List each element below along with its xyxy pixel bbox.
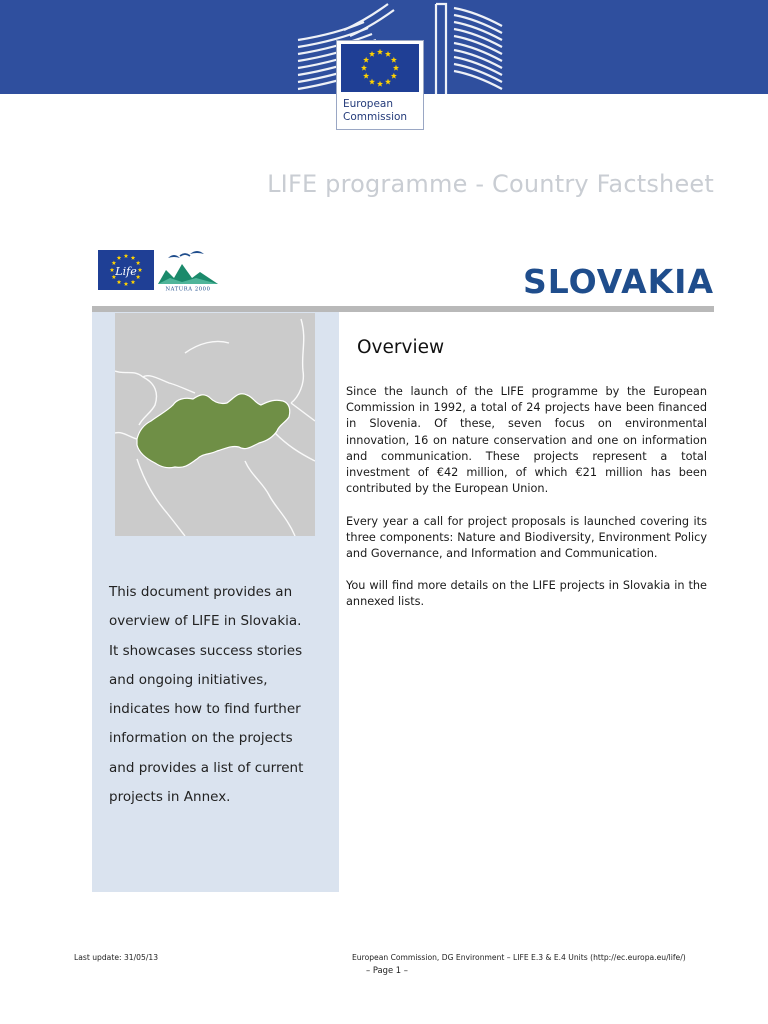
slovakia-map-graphic — [115, 313, 315, 536]
sidebar-line: indicates how to find further — [109, 701, 301, 718]
sidebar-line: and ongoing initiatives, — [109, 671, 268, 688]
sidebar-line: information on the projects — [109, 730, 293, 747]
slovakia-map — [115, 313, 315, 536]
document-title: LIFE programme - Country Factsheet — [267, 170, 714, 198]
life-logo-text: Life — [115, 265, 137, 278]
brand-line-1: European — [343, 98, 394, 110]
footer-source: European Commission, DG Environment – LIFE E.3 & E.4 Units (http://ec.europa.eu/life/) — [352, 953, 686, 962]
overview-paragraph: Since the launch of the LIFE programme by the European Commission in 1992, a total of 24 projects have been financed in Slovenia. Of these, seven focus on environmental innovation, 16 on nature conservation and one on information and communication. These projects represent a total investment of €42 million, of which €21 million has been contributed by the European Union. — [346, 385, 707, 496]
footer-last-update: Last update: 31/05/13 — [74, 953, 159, 962]
sidebar-line: It showcases success stories — [109, 642, 303, 659]
brand-line-2: Commission — [343, 111, 408, 123]
sidebar-line: and provides a list of current — [109, 759, 304, 776]
sidebar-line: This document provides an — [109, 584, 293, 600]
sidebar-line: projects in Annex. — [109, 789, 231, 806]
life-logo — [98, 250, 154, 290]
eu-flag-icon — [341, 44, 419, 92]
european-commission-logo — [336, 40, 424, 130]
european-commission-wordmark — [343, 98, 423, 124]
overview-paragraph: You will find more details on the LIFE projects in Slovakia in the annexed lists. — [346, 579, 707, 609]
sidebar-line: overview of LIFE in Slovakia. — [109, 613, 302, 630]
natura-2000-logo — [156, 248, 220, 292]
natura-logo-text: NATURA 2000 — [165, 286, 211, 292]
footer-page-number: – Page 1 – — [366, 965, 408, 975]
overview-heading: Overview — [357, 337, 445, 358]
sidebar-intro-text — [109, 578, 323, 812]
country-title: SLOVAKIA — [522, 262, 714, 301]
overview-paragraph: Every year a call for project proposals is launched covering its three components: Nature and Biodiversity, Environment Policy and Governance, and Information and Communication. — [346, 515, 707, 561]
